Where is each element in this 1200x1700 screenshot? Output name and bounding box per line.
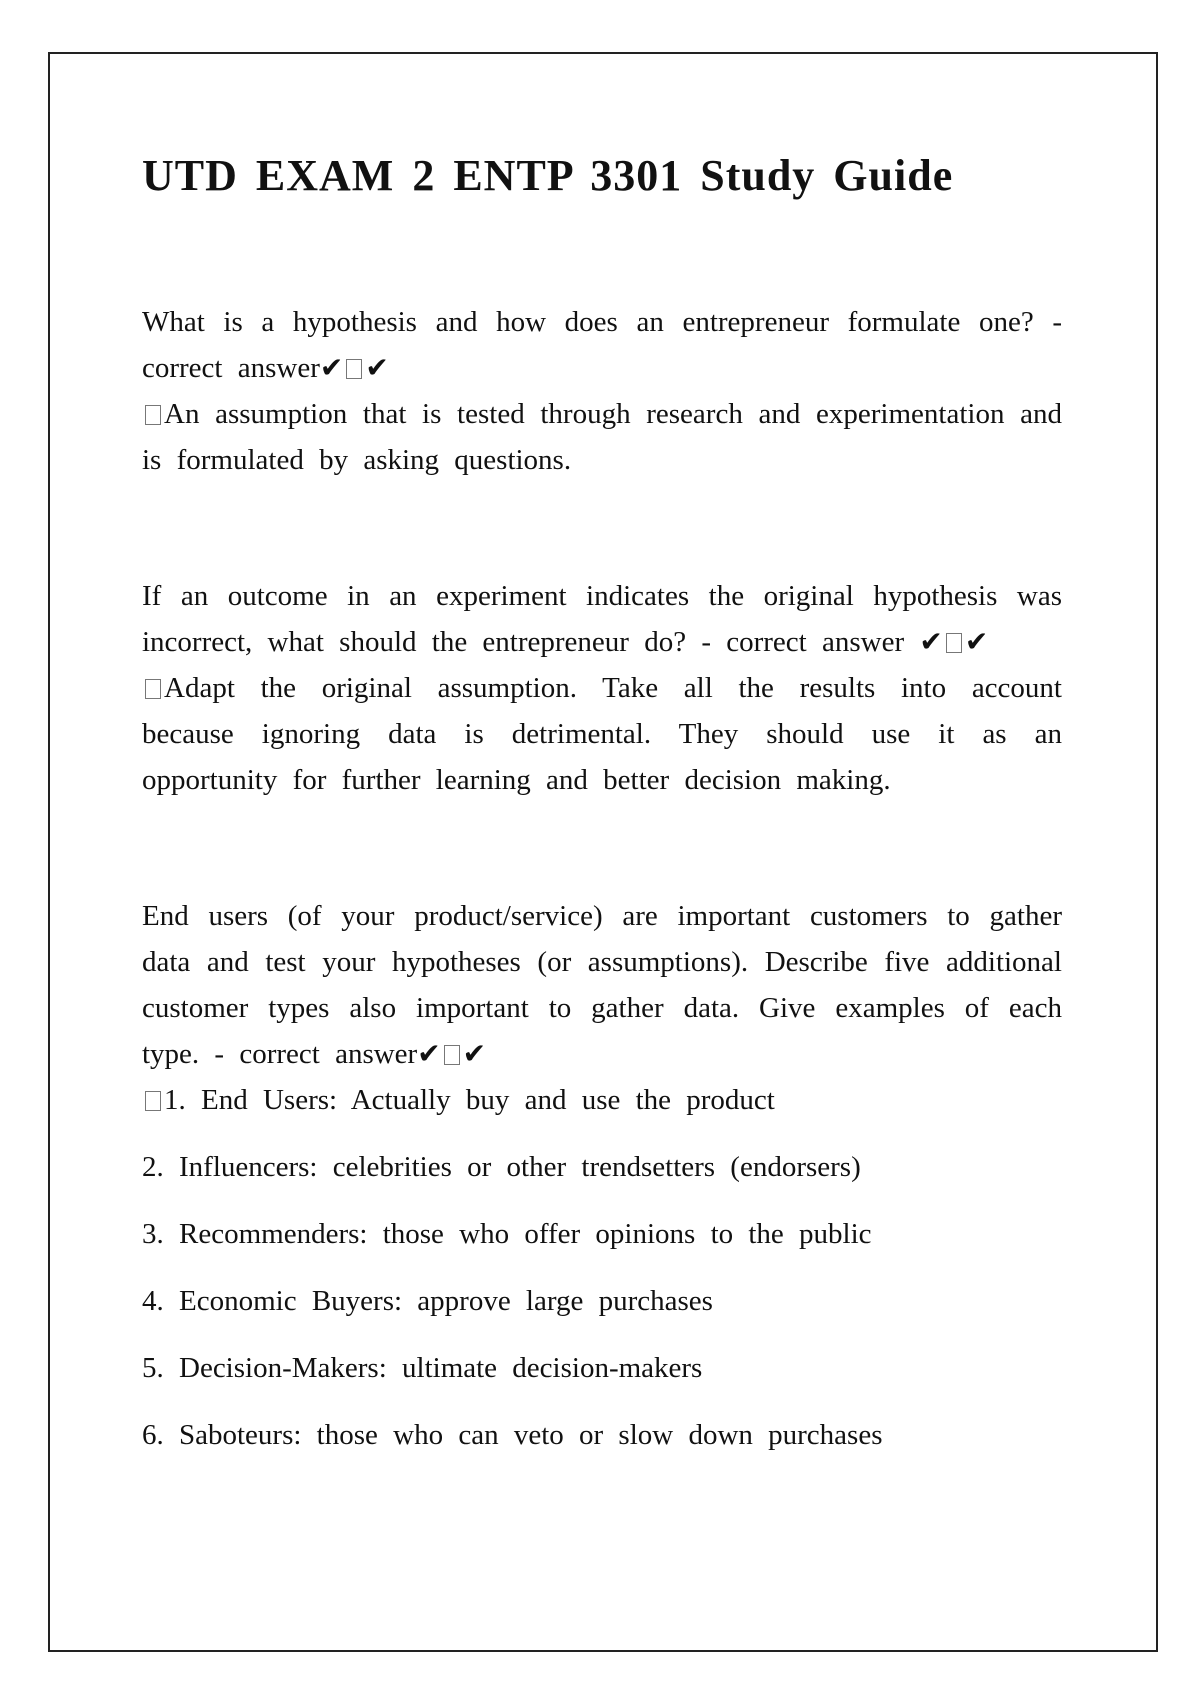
- list-item: 1. End Users: Actually buy and use the product: [142, 1077, 1062, 1123]
- placeholder-box-icon: [946, 633, 962, 653]
- list-item: 2. Influencers: celebrities or other trendsetters (endorsers): [142, 1150, 861, 1183]
- answer-3-list: [142, 1077, 1062, 1458]
- question-2: [142, 573, 1062, 665]
- check-icon: ✔: [919, 624, 943, 658]
- placeholder-box-icon: [145, 679, 161, 699]
- check-icon: ✔: [365, 350, 389, 384]
- placeholder-box-icon: [145, 1091, 161, 1111]
- placeholder-box-icon: [145, 405, 161, 425]
- qa-item-2: [142, 573, 1062, 803]
- check-icon: ✔: [462, 1036, 487, 1070]
- question-text: End users (of your product/service) are important customers to gather data and test your hypotheses (or assumptions). Describe five additional customer types also important to gather data. Give examples of each type. - correct answer: [142, 899, 1062, 1070]
- placeholder-box-icon: [444, 1045, 460, 1065]
- placeholder-box-icon: [346, 359, 362, 379]
- check-icon: ✔: [319, 350, 344, 384]
- list-item: 3. Recommenders: those who offer opinions to the public: [142, 1217, 872, 1250]
- document-body: [142, 150, 1062, 1479]
- list-item: 5. Decision-Makers: ultimate decision-makers: [142, 1351, 703, 1384]
- answer-text: An assumption that is tested through research and experimentation and is formulated by asking questions.: [142, 397, 1062, 476]
- qa-item-1: [142, 299, 1062, 483]
- document-title: UTD EXAM 2 ENTP 3301 Study Guide: [142, 151, 954, 200]
- question-text: If an outcome in an experiment indicates the original hypothesis was incorrect, what should the entrepreneur do? - correct answer: [142, 579, 1062, 658]
- question-3: [142, 893, 1062, 1077]
- check-icon: ✔: [417, 1036, 441, 1070]
- qa-item-3: [142, 893, 1062, 1458]
- answer-text: Adapt the original assumption. Take all the results into account because ignoring data is detrimental. They should use it as an opportunity for further learning and better decision making.: [142, 671, 1062, 796]
- check-icon: ✔: [964, 624, 989, 658]
- list-item: 6. Saboteurs: those who can veto or slow down purchases: [142, 1418, 883, 1451]
- question-1: [142, 299, 1062, 391]
- answer-2: [142, 665, 1062, 803]
- question-text: What is a hypothesis and how does an entrepreneur formulate one? - correct answer: [142, 305, 1062, 384]
- answer-1: [142, 391, 1062, 483]
- list-item: 4. Economic Buyers: approve large purchases: [142, 1284, 713, 1317]
